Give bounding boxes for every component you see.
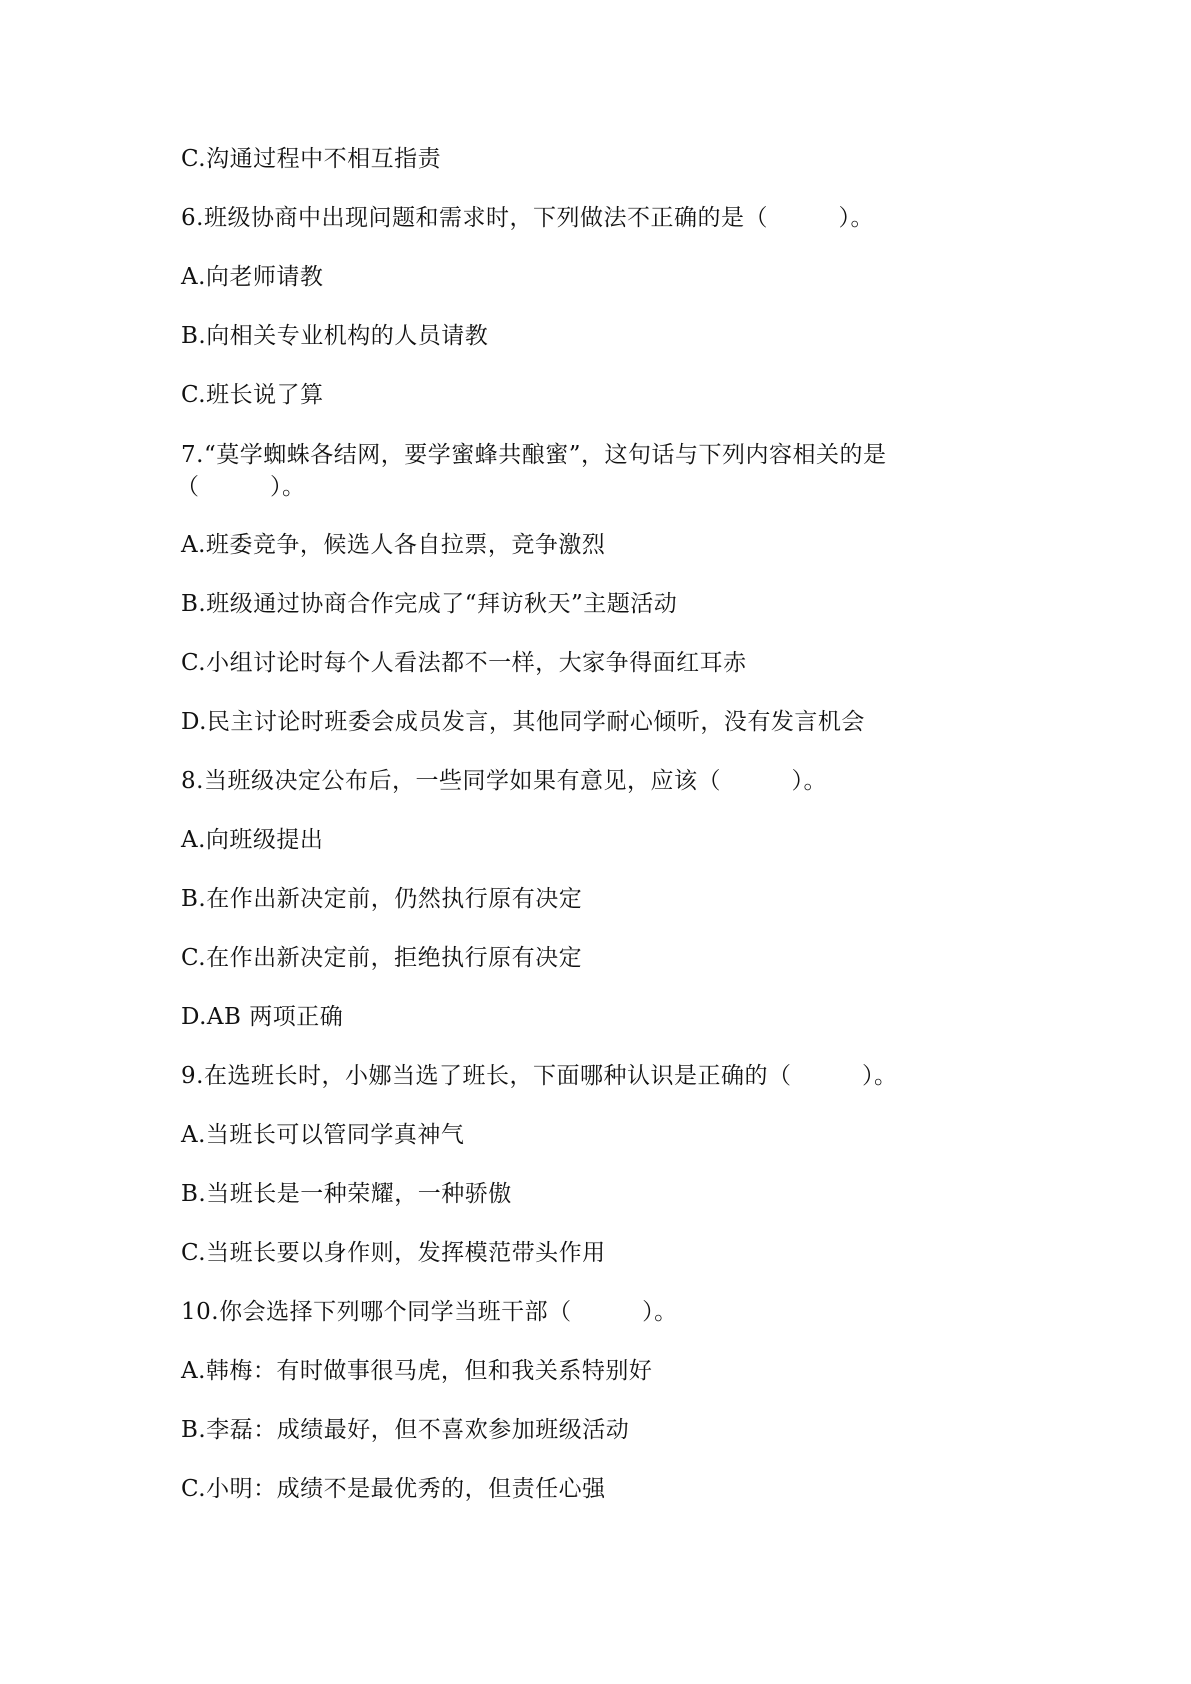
q7-stem: 7.“莫学蜘蛛各结网，要学蜜蜂共酿蜜”，这句话与下列内容相关的是 [181,442,887,468]
q7-option-b: B.班级通过协商合作完成了“拜访秋天”主题活动 [181,591,678,617]
q6-option-a: A.向老师请教 [181,264,324,290]
q9-option-c: C.当班长要以身作则，发挥模范带头作用 [181,1240,606,1266]
q7-stem-continuation: （ ）。 [176,474,306,500]
q6-option-c: C.班长说了算 [181,382,324,408]
q10-option-a: A.韩梅：有时做事很马虎，但和我关系特别好 [181,1358,653,1384]
q7-option-c: C.小组讨论时每个人看法都不一样，大家争得面红耳赤 [181,650,747,676]
q10-stem: 10.你会选择下列哪个同学当班干部（ ）。 [181,1299,678,1325]
q9-option-a: A.当班长可以管同学真神气 [181,1122,465,1148]
q9-stem: 9.在选班长时，小娜当选了班长，下面哪种认识是正确的（ ）。 [181,1063,898,1089]
q8-option-d: D.AB 两项正确 [181,1004,344,1030]
q7-option-d: D.民主讨论时班委会成员发言，其他同学耐心倾听，没有发言机会 [181,709,865,735]
q8-option-b: B.在作出新决定前，仍然执行原有决定 [181,886,583,912]
q5-option-c: C.沟通过程中不相互指责 [181,146,442,172]
q6-option-b: B.向相关专业机构的人员请教 [181,323,489,349]
q7-option-a: A.班委竞争，候选人各自拉票，竞争激烈 [181,532,606,558]
q10-option-c: C.小明：成绩不是最优秀的，但责任心强 [181,1476,606,1502]
q9-option-b: B.当班长是一种荣耀，一种骄傲 [181,1181,512,1207]
q10-option-b: B.李磊：成绩最好，但不喜欢参加班级活动 [181,1417,630,1443]
q8-option-a: A.向班级提出 [181,827,324,853]
q8-stem: 8.当班级决定公布后，一些同学如果有意见，应该（ ）。 [181,768,827,794]
q8-option-c: C.在作出新决定前，拒绝执行原有决定 [181,945,583,971]
q6-stem: 6.班级协商中出现问题和需求时，下列做法不正确的是（ ）。 [181,205,874,231]
